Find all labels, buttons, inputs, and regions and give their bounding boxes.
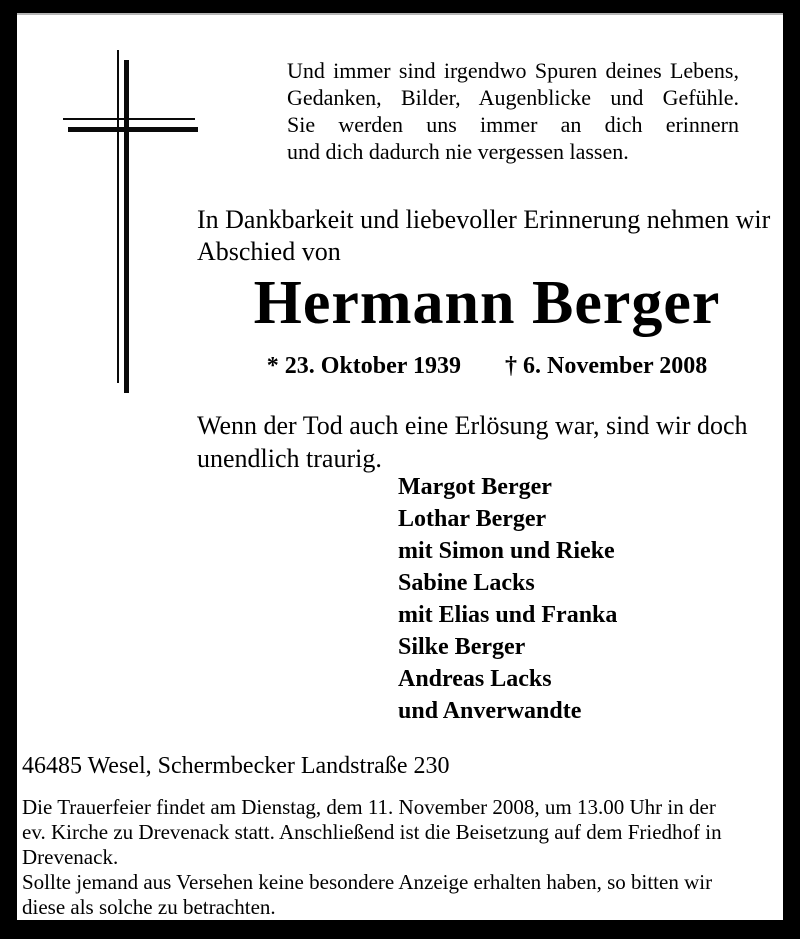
memorial-verse-line: Und immer sind irgendwo Spuren deines Lebens, xyxy=(287,58,739,83)
death-date: † 6. November 2008 xyxy=(505,353,708,379)
mourner-name: und Anverwandte xyxy=(398,698,582,724)
birth-date: * 23. Oktober 1939 xyxy=(266,353,462,379)
mourner-name: mit Simon und Rieke xyxy=(398,538,615,564)
mourner-name: Silke Berger xyxy=(398,634,526,660)
mourner-name: mit Elias und Franka xyxy=(398,602,618,628)
funeral-notice-line: diese als solche zu betrachten. xyxy=(22,895,276,919)
funeral-notice-line: ev. Kirche zu Drevenack statt. Anschließend ist die Beisetzung auf dem Friedhof in xyxy=(22,820,722,844)
condolence-text xyxy=(197,409,777,475)
life-dates xyxy=(197,353,777,380)
obituary-card xyxy=(17,13,783,920)
deceased-block xyxy=(197,268,777,380)
cross-vertical-thin-bar xyxy=(117,50,119,383)
family-address: 46485 Wesel, Schermbecker Landstraße 230 xyxy=(22,753,450,779)
memorial-verse-line: Sie werden uns immer an dich erinnern xyxy=(287,112,739,137)
mourner-name: Sabine Lacks xyxy=(398,570,535,596)
cross-vertical-thick-bar xyxy=(124,60,129,393)
mourners-list xyxy=(398,471,617,727)
mourner-name: Lothar Berger xyxy=(398,506,547,532)
farewell-intro-line: Abschied von xyxy=(197,237,341,266)
funeral-notice xyxy=(22,795,770,920)
cross-horizontal-thick-bar xyxy=(68,127,198,132)
funeral-notice-line: Drevenack. xyxy=(22,845,119,869)
funeral-notice-line: Sollte jemand aus Versehen keine besondere Anzeige erhalten haben, so bitten wir xyxy=(22,870,713,894)
farewell-intro xyxy=(197,204,777,268)
deceased-name: Hermann Berger xyxy=(253,269,721,337)
memorial-verse-line: und dich dadurch nie vergessen lassen. xyxy=(287,139,629,164)
condolence-line: unendlich traurig. xyxy=(197,444,382,473)
mourner-name: Andreas Lacks xyxy=(398,666,552,692)
memorial-verse xyxy=(287,57,739,165)
farewell-intro-line: In Dankbarkeit und liebevoller Erinnerung nehmen wir xyxy=(197,205,771,234)
funeral-notice-line: Die Trauerfeier findet am Dienstag, dem 11. November 2008, um 13.00 Uhr in der xyxy=(22,795,716,819)
cross-horizontal-thin-bar xyxy=(63,118,195,120)
condolence-line: Wenn der Tod auch eine Erlösung war, sind wir doch xyxy=(197,411,748,440)
memorial-verse-line: Gedanken, Bilder, Augenblicke und Gefühle. xyxy=(287,85,739,110)
mourner-name: Margot Berger xyxy=(398,474,552,500)
